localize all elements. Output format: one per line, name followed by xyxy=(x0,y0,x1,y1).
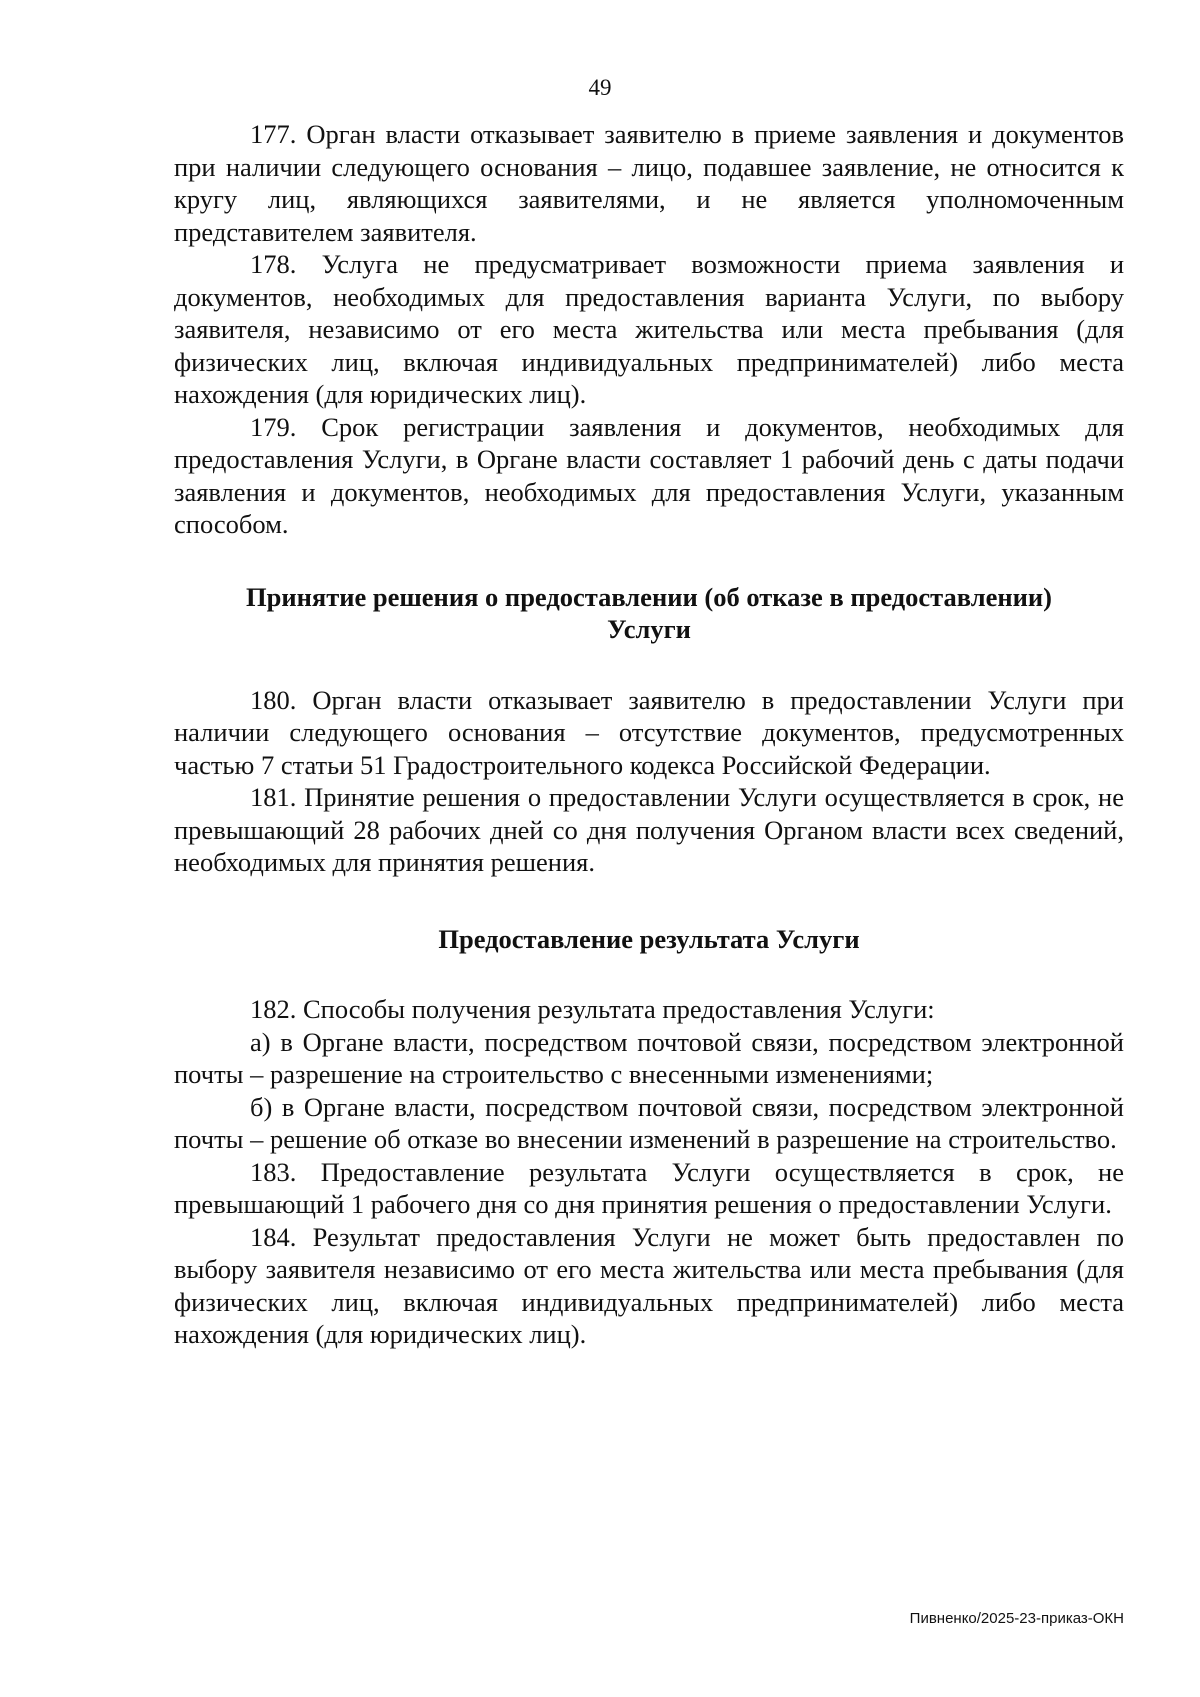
paragraph-179: 179. Срок регистрации заявления и документов, необходимых для предоставления Услуги, в Органе власти составляет 1 рабочий день с даты подачи заявления и документов, необходимых для предоставления Услуги, указанным способом. xyxy=(174,411,1124,539)
section-heading-decision-line2: Услуги xyxy=(607,614,691,644)
section-heading-decision-line1: Принятие решения о предоставлении (об отказе в предоставлении) xyxy=(246,581,1052,612)
document-body xyxy=(174,118,1124,1351)
page-number: 49 xyxy=(588,75,612,100)
paragraph-181: 181. Принятие решения о предоставлении Услуги осуществляется в срок, не превышающий 28 рабочих дней со дня получения Органом власти всех сведений, необходимых для принятия решения. xyxy=(174,782,1124,877)
paragraph-182-a: а) в Органе власти, посредством почтовой связи, посредством электронной почты – разрешение на строительство с внесенными изменениями; xyxy=(174,1026,1124,1089)
paragraph-184: 184. Результат предоставления Услуги не может быть предоставлен по выбору заявителя независимо от его места жительства или места пребывания (для физических лиц, включая индивидуальных предпринимателей) либо места нахождения (для юридических лиц). xyxy=(174,1221,1124,1349)
paragraph-182-b: б) в Органе власти, посредством почтовой связи, посредством электронной почты – решение об отказе во внесении изменений в разрешение на строительство. xyxy=(174,1091,1124,1154)
paragraph-177: 177. Орган власти отказывает заявителю в приеме заявления и документов при наличии следующего основания – лицо, подавшее заявление, не относится к кругу лиц, являющихся заявителями, и не является уполномоченным представителем заявителя. xyxy=(174,119,1124,247)
paragraph-182: 182. Способы получения результата предоставления Услуги: xyxy=(250,994,935,1024)
section-heading-decision xyxy=(174,581,1124,646)
section-heading-result: Предоставление результата Услуги xyxy=(438,923,860,954)
paragraph-178: 178. Услуга не предусматривает возможности приема заявления и документов, необходимых для предоставления варианта Услуги, по выбору заявителя, независимо от его места жительства или места пребывания (для физических лиц, включая индивидуальных предпринимателей) либо места нахождения (для юридических лиц). xyxy=(174,249,1124,409)
document-footer-code: Пивненко/2025-23-приказ-ОКН xyxy=(909,1610,1124,1627)
paragraph-180: 180. Орган власти отказывает заявителю в предоставлении Услуги при наличии следующего основания – отсутствие документов, предусмотренных частью 7 статьи 51 Градостроительного кодекса Российской Федерации. xyxy=(174,684,1124,780)
paragraph-183: 183. Предоставление результата Услуги осуществляется в срок, не превышающий 1 рабочего дня со дня принятия решения о предоставлении Услуги. xyxy=(174,1156,1124,1219)
